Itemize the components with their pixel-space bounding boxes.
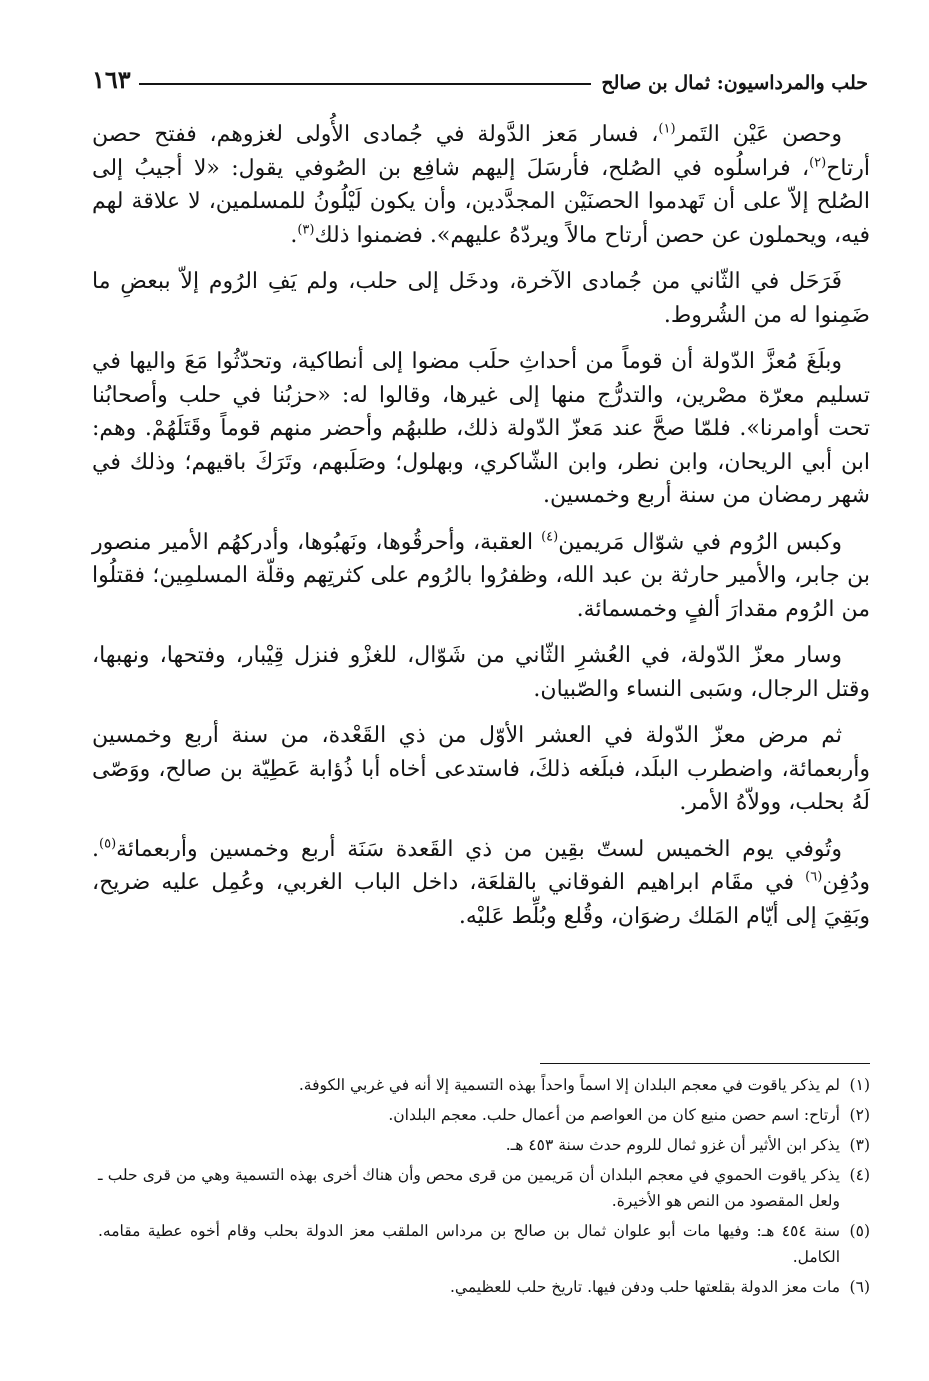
- footnote: [98, 1218, 870, 1270]
- footnote-number: (٤): [849, 1166, 870, 1184]
- paragraph: [92, 719, 870, 820]
- footnote-number: (٥): [849, 1222, 870, 1240]
- page-number: ١٦٣: [92, 65, 131, 94]
- footnote-ref: (٣): [297, 222, 315, 238]
- footnote-text: لم يذكر ياقوت في معجم البلدان إلا اسماً واحداً بهذه التسمية إلا أنه في غربي الكوفة.: [298, 1076, 840, 1094]
- footnote-ref: (٢): [809, 155, 827, 171]
- footnote-text: سنة ٤٥٤ هـ: وفيها مات أبو علوان ثمال بن صالح بن مرداس الملقب معز الدولة بحلب وقام أخوه عطية مقامه. الكامل.: [98, 1222, 840, 1266]
- paragraph: [92, 833, 870, 934]
- footnote-ref: (١): [658, 121, 676, 137]
- footnote-number: (٣): [849, 1136, 870, 1154]
- footnote-separator: [540, 1063, 870, 1064]
- text-run: .: [290, 222, 298, 248]
- footnote: [98, 1162, 870, 1214]
- footnote: [98, 1132, 870, 1158]
- text-run: فَرَحَل في الثّاني من جُمادى الآخرة، ودخَل إلى حلب، ولم يَفِ الرُوم إلاّ ببعضِ ما ضَمِنوا له من الشُروط.: [92, 269, 870, 328]
- footnote: [98, 1102, 870, 1128]
- footnote-text: يذكر ابن الأثير أن غزو ثمال للروم حدث سنة ٤٥٣ هـ.: [505, 1136, 840, 1154]
- text-run: ، فسار مَعز الدَّولة في جُمادى الأُولى لغزوهم، ففتح حصن أرتاح: [92, 122, 870, 181]
- text-run: وسار معزّ الدّولة، في العُشرِ الثّاني من شَوّال، للغزْو فنزل قِيْبار، وفتحها، ونهبها، وقتل الرجال، وسَبى النساء والصّبيان.: [92, 643, 870, 702]
- running-title: حلب والمرداسيون: ثمال بن صالح: [601, 72, 868, 94]
- text-run: العقبة، وأحرقُوها، ونَهبُوها، وأدركهُم الأمير منصور بن جابر، والأمير حارثة بن عبد الله، وظفرُوا بالرُوم على كثرتِهم وقلّة المسلمِين؛ فقتلُوا من الرُوم مقدارَ ألفٍ وخمسمائة.: [92, 529, 870, 622]
- footnote-ref: (٦): [805, 869, 823, 885]
- paragraph: [92, 639, 870, 706]
- footnote-text: أرتاح: اسم حصن منيع كان من العواصم من أعمال حلب. معجم البلدان.: [388, 1106, 840, 1124]
- text-run: وتُوفي يوم الخميس لستّ بقِين من ذي القَعدة سَنَة أربع وخمسين وأربعمائة: [116, 836, 842, 862]
- text-run: . ودُفِن: [92, 836, 870, 895]
- footnotes: [98, 1072, 870, 1304]
- footnote-ref: (٤): [541, 529, 559, 545]
- footnote-number: (٢): [849, 1106, 870, 1124]
- paragraph: [92, 526, 870, 627]
- page-header: [92, 58, 868, 94]
- text-run: وكبس الرُوم في شوّال مَريمين: [558, 529, 842, 555]
- text-run: وبلَغَ مُعزَّ الدّولة أن قوماً من أحداثِ حلَب مضوا إلى أنطاكية، وتحدّثُوا مَعَ واليها في تسليم معرّة مصْرين، والتدرُّج منها إلى غيرها، وقالوا له: «حزبُنا في حلب وأصحابُنا تحت أوامرنا». فلمّا صحَّ عند مَعزّ الدّولة ذلك، طلبهُم وأحضر منهم قوماً وقَتَلَهُمْ. وهم: ابن أبي الريحان، وابن نطر، وابن الشّاكري، وبهلول؛ وصَلَبهم، وتَرَكَ باقيهم؛ وذلك في شهر رمضان من سنة أربع وخمسين.: [92, 349, 870, 508]
- footnote-text: يذكر ياقوت الحموي في معجم البلدان أن مَريمين من قرى محص وأن هناك أخرى بهذه التسمية وهي من قرى حلب ـ ولعل المقصود من النص هو الأخيرة.: [98, 1166, 840, 1210]
- footnote-text: مات معز الدولة بقلعتها حلب ودفن فيها. تاريخ حلب للعظيمي.: [450, 1278, 840, 1296]
- footnote: [98, 1072, 870, 1098]
- footnote-number: (١): [849, 1076, 870, 1094]
- text-run: ، فراسلُوه في الصُلح، فأرسَلَ إليهم شافِع بن الصُوفي يقول: «لا أجيبُ إلى الصُلح إلاّ على أن تَهدموا الحصنَيْن المجدَّدين، وأن يكون لَيْلُونُ للمسلمين، لا علاقة لهم فيه، ويحملون عن حصن أرتاح مالاً ويردّهُ عليهم». فضمنوا ذلك: [92, 155, 870, 248]
- text-run: وحصن عَيْن التَمر: [675, 122, 843, 147]
- footnote-number: (٦): [849, 1278, 870, 1296]
- text-run: ثم مرض معزّ الدّولة في العشر الأوّل من ذي القَعْدة، من سنة أربع وخمسين وأربعمائة، واضطرب البلَد، فبلَغه ذلكَ، فاستدعى أخاه أبا ذُؤابة عَطِيّة بن صالح، ووَصّى لَهُ بحلب، وولاّهُ الأمر.: [92, 723, 870, 815]
- footnote-ref: (٥): [99, 836, 117, 852]
- paragraph: [92, 345, 870, 513]
- paragraph: [92, 265, 870, 332]
- header-rule: [139, 83, 592, 85]
- text-run: في مقَام ابراهيم الفوقاني بالقلعَة، داخل الباب الغربي، وعُمِل عليه ضريح، وبَقِيَ إلى أيّام المَلك رضوَان، وقُلع وبُلِّط عَليْه.: [92, 870, 870, 929]
- body-text: [92, 118, 870, 946]
- footnote: [98, 1274, 870, 1300]
- paragraph: [92, 118, 870, 252]
